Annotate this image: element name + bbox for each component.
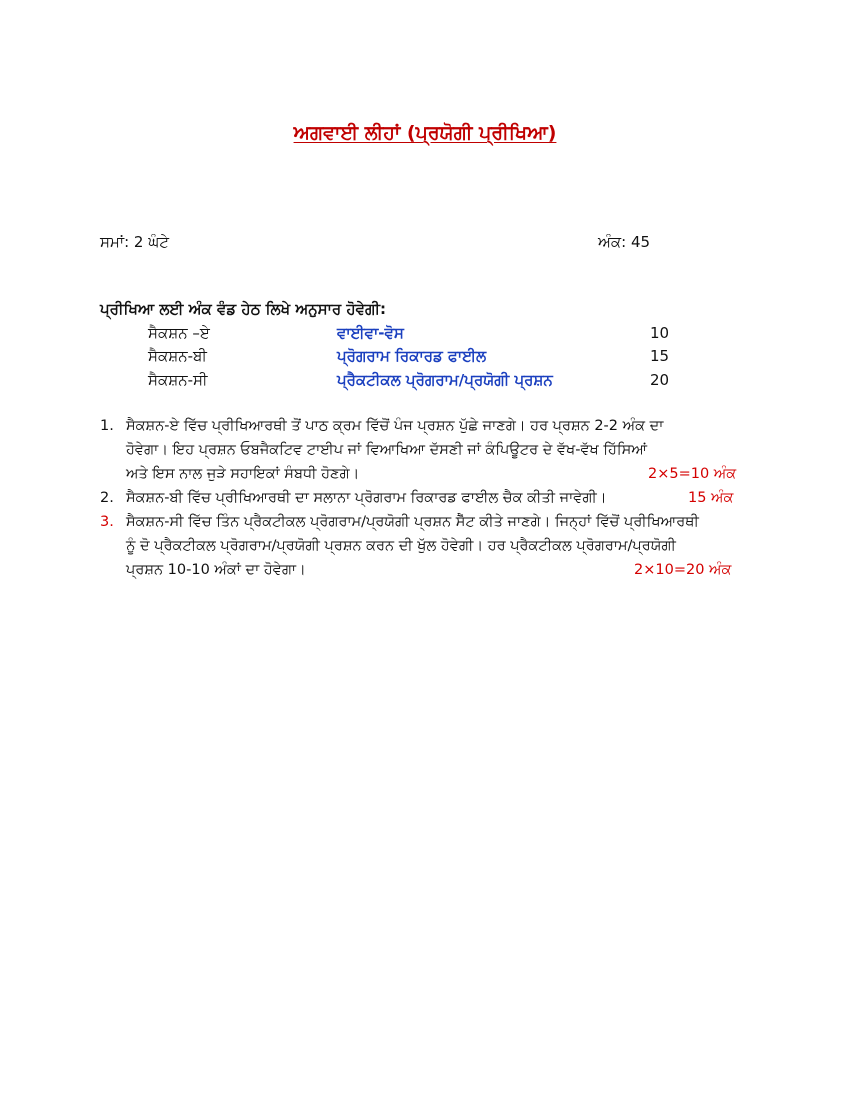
section-a-description: ਵਾਈਵਾ-ਵੋਸ xyxy=(337,324,404,342)
section-b-description: ਪ੍ਰੋਗਰਾਮ ਰਿਕਾਰਡ ਫਾਈਲ xyxy=(337,347,487,365)
instruction-marks: 2×5=10 ਅੰਕ xyxy=(648,466,737,482)
section-c-description: ਪ੍ਰੈਕਟੀਕਲ ਪ੍ਰੋਗਰਾਮ/ਪ੍ਰਯੋਗੀ ਪ੍ਰਸ਼ਨ xyxy=(337,371,553,389)
total-marks: ਅੰਕ: 45 xyxy=(598,233,651,251)
instruction-number: 2. xyxy=(100,490,114,506)
marks-distribution-heading: ਪ੍ਰੀਖਿਆ ਲਈ ਅੰਕ ਵੰਡ ਹੇਠ ਲਿਖੇ ਅਨੁਸਾਰ ਹੋਵੇਗੀ: xyxy=(100,300,386,318)
section-b-name: ਸੈਕਸ਼ਨ-ਬੀ xyxy=(148,347,207,365)
instruction-marks: 15 ਅੰਕ xyxy=(688,490,734,506)
instruction-line: ਨੂੰ ਦੋ ਪ੍ਰੈਕਟੀਕਲ ਪ੍ਰੋਗਰਾਮ/ਪ੍ਰਯੋਗੀ ਪ੍ਰਸ਼ਨ ਕਰਨ ਦੀ ਖੁੱਲ ਹੋਵੇਗੀ। ਹਰ ਪ੍ਰੈਕਟੀਕਲ ਪ੍ਰੋਗਰਾਮ/ਪ੍ਰਯੋਗੀ xyxy=(126,538,676,554)
instruction-line: ਸੈਕਸ਼ਨ-ਬੀ ਵਿੱਚ ਪ੍ਰੀਖਿਆਰਥੀ ਦਾ ਸਲਾਨਾ ਪ੍ਰੋਗਰਾਮ ਰਿਕਾਰਡ ਫਾਈਲ ਚੈਕ ਕੀਤੀ ਜਾਵੇਗੀ। xyxy=(126,490,607,506)
exam-duration: ਸਮਾਂ: 2 ਘੰਟੇ xyxy=(100,233,170,251)
page-title: ਅਗਵਾਈ ਲੀਹਾਂ (ਪ੍ਰਯੋਗੀ ਪ੍ਰੀਖਿਆ) xyxy=(293,122,557,144)
instruction-marks: 2×10=20 ਅੰਕ xyxy=(634,562,732,578)
section-a-marks: 10 xyxy=(650,324,670,342)
instruction-line: ਸੈਕਸ਼ਨ-ਏ ਵਿੱਚ ਪ੍ਰੀਖਿਆਰਥੀ ਤੋਂ ਪਾਠ ਕ੍ਰਮ ਵਿੱਚੋਂ ਪੰਜ ਪ੍ਰਸ਼ਨ ਪੁੱਛੇ ਜਾਣਗੇ। ਹਰ ਪ੍ਰਸ਼ਨ 2-2 ਅੰਕ ਦਾ xyxy=(126,418,664,434)
instruction-number: 3. xyxy=(100,514,114,530)
instruction-line: ਪ੍ਰਸ਼ਨ 10-10 ਅੰਕਾਂ ਦਾ ਹੋਵੇਗਾ। xyxy=(126,562,306,578)
instruction-line: ਹੋਵੇਗਾ। ਇਹ ਪ੍ਰਸ਼ਨ ਓਬਜੈਕਟਿਵ ਟਾਈਪ ਜਾਂ ਵਿਆਖਿਆ ਦੱਸਣੀ ਜਾਂ ਕੰਪਿਊਟਰ ਦੇ ਵੱਖ-ਵੱਖ ਹਿੱਸਿਆਂ xyxy=(126,442,648,458)
section-c-name: ਸੈਕਸ਼ਨ-ਸੀ xyxy=(148,371,208,389)
section-b-marks: 15 xyxy=(650,347,670,365)
section-c-marks: 20 xyxy=(650,371,670,389)
instruction-line: ਅਤੇ ਇਸ ਨਾਲ ਜੁੜੇ ਸਹਾਇਕਾਂ ਸੰਬਧੀ ਹੋਣਗੇ। xyxy=(126,466,360,482)
instruction-line: ਸੈਕਸ਼ਨ-ਸੀ ਵਿੱਚ ਤਿੰਨ ਪ੍ਰੈਕਟੀਕਲ ਪ੍ਰੋਗਰਾਮ/ਪ੍ਰਯੋਗੀ ਪ੍ਰਸ਼ਨ ਸੈੱਟ ਕੀਤੇ ਜਾਣਗੇ। ਜਿਨ੍ਹਾਂ ਵਿੱਚੋਂ ਪ੍ਰੀਖਿਆਰਥੀ xyxy=(126,514,699,530)
section-a-name: ਸੈਕਸ਼ਨ –ਏ xyxy=(148,324,210,342)
instruction-number: 1. xyxy=(100,418,114,434)
